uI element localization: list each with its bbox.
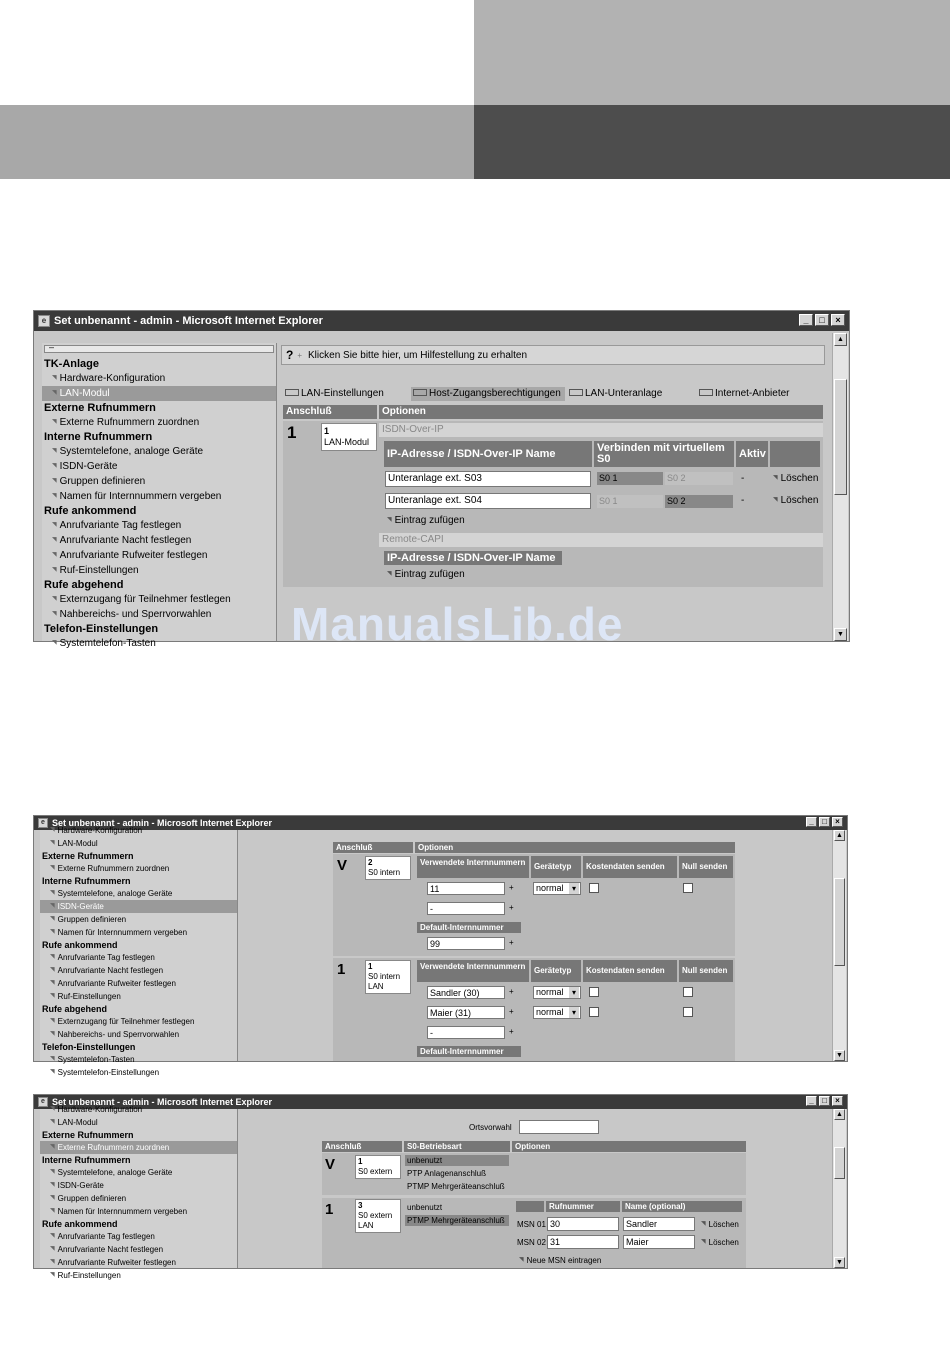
col-header-verwendete: Verwendete Internnummern xyxy=(417,856,529,878)
ie-icon: e xyxy=(38,1097,48,1107)
s0-2-option[interactable]: S0 2 xyxy=(665,495,733,508)
section-remote-capi: Remote-CAPI xyxy=(379,533,823,547)
msn-number-input[interactable]: 31 xyxy=(547,1235,619,1249)
s0-1-option[interactable]: S0 1 xyxy=(597,495,663,508)
sidebar-item[interactable]: ◥ Externzugang für Teilnehmer festlegen xyxy=(42,592,276,607)
delete-link[interactable]: ◥ Löschen xyxy=(701,1220,739,1229)
sidebar-item[interactable]: ◥ Gruppen definieren xyxy=(42,474,276,489)
sidebar-section-header: Rufe ankommend xyxy=(42,940,118,950)
sidebar-item[interactable]: ◥ Namen für Internnummern vergeben xyxy=(42,489,276,504)
sidebar-item[interactable]: ◥ Anrufvariante Tag festlegen xyxy=(40,951,237,964)
scroll-thumb[interactable] xyxy=(834,379,847,495)
aktiv-value: - xyxy=(741,473,745,484)
col-header-anschluss: Anschluß xyxy=(322,1141,402,1152)
table-icon xyxy=(285,389,299,396)
help-text[interactable]: Klicken Sie bitte hier, um Hilfestellung zu erhalten xyxy=(308,349,528,361)
ie-icon: e xyxy=(38,818,48,828)
sidebar-item[interactable]: ◥ LAN-Modul xyxy=(40,837,237,850)
sidebar-item[interactable]: ◥ Anrufvariante Rufweiter festlegen xyxy=(40,1256,237,1269)
sidebar-section-header: Rufe abgehend xyxy=(44,579,124,591)
internnummer-input[interactable]: Sandler (30) xyxy=(427,986,505,999)
sidebar-item[interactable]: ◥ Externe Rufnummern zuordnen xyxy=(40,862,237,875)
port-label-name: LAN-Modul xyxy=(324,437,370,447)
col-header-optionen: Optionen xyxy=(512,1141,746,1152)
default-internnummer-input[interactable]: 99 xyxy=(427,937,505,950)
close-button[interactable]: × xyxy=(831,314,845,326)
ie-icon: e xyxy=(38,315,50,327)
port-number: V xyxy=(325,1156,336,1173)
sidebar-item[interactable]: ◥ Hardware-Konfiguration xyxy=(40,1103,237,1116)
scroll-up-arrow[interactable]: ▲ xyxy=(834,830,845,841)
sidebar-item[interactable]: ◥ Nahbereichs- und Sperrvorwahlen xyxy=(42,607,276,622)
scroll-up-arrow[interactable]: ▲ xyxy=(834,333,847,346)
sidebar-item[interactable]: ◥ Ruf-Einstellungen xyxy=(42,563,276,578)
sidebar-item[interactable]: ◥ Anrufvariante Rufweiter festlegen xyxy=(42,548,276,563)
sidebar-nav xyxy=(42,342,277,649)
col-header-geraetetyp: Gerätetyp xyxy=(531,960,581,982)
sidebar-item[interactable]: ◥ Systemtelefone, analoge Geräte xyxy=(40,887,237,900)
sidebar-item[interactable]: ◥ Anrufvariante Tag festlegen xyxy=(42,518,276,533)
betriebsart-option[interactable]: PTP Anlagenanschluß xyxy=(407,1169,487,1178)
add-entry-link[interactable]: ◥ Eintrag zufügen xyxy=(387,515,465,526)
add-button[interactable]: + xyxy=(509,1007,514,1016)
minimize-button[interactable]: _ xyxy=(806,1096,817,1106)
maximize-button[interactable]: □ xyxy=(815,314,829,326)
sidebar-section-header: TK-Anlage xyxy=(44,358,99,370)
col-header-verwendete: Verwendete Internnummern xyxy=(417,960,529,982)
header-band-bottom-right xyxy=(474,105,950,179)
scrollbar[interactable] xyxy=(832,1109,846,1268)
col-header-default: Default-Internnummer xyxy=(417,922,521,933)
scroll-up-arrow[interactable]: ▲ xyxy=(834,1109,845,1120)
sidebar-item[interactable]: ◥ Gruppen definieren xyxy=(40,913,237,926)
sidebar-section-header: Externe Rufnummern xyxy=(42,1130,134,1140)
sidebar-item[interactable]: ◥ Systemtelefon-Tasten xyxy=(40,1053,237,1066)
add-button[interactable]: + xyxy=(509,1027,514,1036)
tab-host-zugang[interactable]: Host-Zugangsberechtigungen xyxy=(411,387,565,401)
col-header-betriebsart: S0-Betriebsart xyxy=(404,1141,510,1152)
msn-name-input[interactable]: Sandler xyxy=(623,1217,695,1231)
port-label-box: 1 S0 intern LAN xyxy=(365,960,411,994)
internnummer-input[interactable]: Maier (31) xyxy=(427,1006,505,1019)
port-number: 1 xyxy=(287,423,297,442)
browser-window-externe-rufnummern xyxy=(33,1094,848,1280)
ortsvorwahl-input[interactable] xyxy=(519,1120,599,1134)
msn-number-input[interactable]: 30 xyxy=(547,1217,619,1231)
window-title: Set unbenannt - admin - Microsoft Internet Explorer xyxy=(54,315,323,327)
sidebar-nav xyxy=(40,1105,238,1280)
sidebar-item[interactable]: ◥ Gruppen definieren xyxy=(40,1192,237,1205)
null-checkbox[interactable] xyxy=(683,883,693,893)
sidebar-item[interactable]: ◥ Nahbereichs- und Sperrvorwahlen xyxy=(40,1028,237,1041)
sidebar-item[interactable]: ◥ Ruf-Einstellungen xyxy=(40,990,237,1003)
sidebar-item[interactable]: ◥ Systemtelefone, analoge Geräte xyxy=(42,444,276,459)
aktiv-value: - xyxy=(741,495,745,506)
internnummer-input[interactable]: 11 xyxy=(427,882,505,895)
geraetetyp-select[interactable]: normal ▾ xyxy=(533,1006,581,1019)
sidebar-item[interactable]: ◥ Anrufvariante Tag festlegen xyxy=(40,1230,237,1243)
sidebar-item[interactable]: ◥ Systemtelefone, analoge Geräte xyxy=(40,1166,237,1179)
internnummer-input[interactable]: - xyxy=(427,902,505,915)
port-label-box: 2 S0 intern xyxy=(365,856,411,880)
sidebar-item[interactable]: ◥ ISDN-Geräte xyxy=(40,1179,237,1192)
add-button[interactable]: + xyxy=(509,903,514,912)
col-header-anschluss: Anschluß xyxy=(333,842,413,853)
scroll-thumb[interactable] xyxy=(834,878,845,966)
port-label-num: 1 xyxy=(324,426,330,436)
col-header-spacer xyxy=(770,441,820,467)
col-header-ip-capi: IP-Adresse / ISDN-Over-IP Name xyxy=(384,551,562,565)
table-icon xyxy=(699,389,713,396)
window-title: Set unbenannt - admin - Microsoft Internet Explorer xyxy=(52,1097,273,1107)
port-number: V xyxy=(337,857,348,874)
s0-1-option[interactable]: S0 1 xyxy=(597,472,663,485)
betriebsart-option[interactable]: unbenutzt xyxy=(407,1203,443,1212)
col-header-default: Default-Internnummer xyxy=(417,1046,521,1057)
ip-name-input[interactable]: Unteranlage ext. S04 xyxy=(385,493,591,509)
kosten-checkbox[interactable] xyxy=(589,1007,599,1017)
sidebar-section-header: Interne Rufnummern xyxy=(44,431,153,443)
s0-2-option[interactable]: S0 2 xyxy=(665,472,733,485)
sidebar-item[interactable]: ◥ Hardware-Konfiguration xyxy=(42,371,276,386)
null-checkbox[interactable] xyxy=(683,987,693,997)
header-band-bottom-left xyxy=(0,105,474,179)
geraetetyp-select[interactable]: normal ▾ xyxy=(533,882,581,895)
main-content xyxy=(239,830,831,1061)
col-header-optionen: Optionen xyxy=(379,405,823,419)
sidebar-item[interactable]: ◥ Externe Rufnummern zuordnen xyxy=(40,1141,237,1154)
new-msn-link[interactable]: ◥ Neue MSN eintragen xyxy=(519,1256,601,1265)
sidebar-item[interactable]: ◥ Anrufvariante Nacht festlegen xyxy=(40,964,237,977)
col-header-optionen: Optionen xyxy=(415,842,735,853)
msn-label: MSN 01 xyxy=(517,1220,546,1229)
ortsvorwahl-label: Ortsvorwahl xyxy=(469,1123,512,1132)
add-button[interactable]: + xyxy=(509,938,514,947)
sidebar-item[interactable]: ◥ LAN-Modul xyxy=(42,386,276,401)
sidebar-item[interactable]: ◥ Systemtelefon-Einstellungen xyxy=(40,1066,237,1079)
tab-bar xyxy=(283,387,823,401)
sidebar-item[interactable]: ◥ Ruf-Einstellungen xyxy=(40,1269,237,1282)
sidebar-item[interactable]: ◥ ISDN-Geräte xyxy=(40,900,237,913)
add-entry-link-capi[interactable]: ◥ Eintrag zufügen xyxy=(387,569,465,580)
minimize-button[interactable]: _ xyxy=(806,817,817,827)
sidebar-item[interactable]: ◥ Namen für Internnummern vergeben xyxy=(40,1205,237,1218)
sidebar-item[interactable]: ◥ LAN-Modul xyxy=(40,1116,237,1129)
col-header-rufnummer: Rufnummer xyxy=(546,1201,620,1212)
scroll-down-arrow[interactable]: ▼ xyxy=(834,628,847,641)
msn-name-input[interactable]: Maier xyxy=(623,1235,695,1249)
tab-lan-unteranlage[interactable]: LAN-Unteranlage xyxy=(567,387,695,401)
scroll-down-arrow[interactable]: ▼ xyxy=(834,1050,845,1061)
help-bar[interactable]: ? + Klicken Sie bitte hier, um Hilfestellung zu erhalten xyxy=(281,345,825,365)
sidebar-section-header: Telefon-Einstellungen xyxy=(44,623,159,635)
port-label-box: 3 S0 extern LAN xyxy=(355,1199,401,1233)
window-title: Set unbenannt - admin - Microsoft Internet Explorer xyxy=(52,818,273,828)
header-band-top-right xyxy=(474,0,950,105)
sidebar-item[interactable]: ◥ ISDN-Geräte xyxy=(42,459,276,474)
section-isdn-over-ip: ISDN-Over-IP xyxy=(379,423,823,437)
watermark: ManualsLib.de xyxy=(291,598,624,650)
scrollbar[interactable] xyxy=(832,333,848,641)
sidebar-section-header: Externe Rufnummern xyxy=(44,402,156,414)
col-header-spacer xyxy=(516,1201,544,1212)
col-header-verbinden: Verbinden mit virtuellem S0 xyxy=(594,441,734,467)
port-label-box xyxy=(321,423,377,451)
delete-link[interactable]: ◥ Löschen xyxy=(701,1238,739,1247)
tab-lan-einstellungen[interactable]: LAN-Einstellungen xyxy=(283,387,409,401)
col-header-null: Null senden xyxy=(679,960,733,982)
title-bar xyxy=(34,311,849,331)
sidebar-item[interactable]: ◥ Anrufvariante Rufweiter festlegen xyxy=(40,977,237,990)
sidebar-item[interactable]: ◥ Namen für Internnummern vergeben xyxy=(40,926,237,939)
col-header-kosten: Kostendaten senden xyxy=(583,856,677,878)
port-number: 1 xyxy=(337,961,346,978)
maximize-button[interactable]: □ xyxy=(819,1096,830,1106)
port-number: 1 xyxy=(325,1201,334,1218)
sidebar-item[interactable]: ◥ Hardware-Konfiguration xyxy=(40,824,237,837)
port-label-box: 1 S0 extern xyxy=(355,1155,401,1179)
main-content xyxy=(239,1109,831,1268)
sidebar-item[interactable]: ◥ Externe Rufnummern zuordnen xyxy=(42,415,276,430)
betriebsart-option[interactable]: PTMP Mehrgeräteanschluß xyxy=(407,1182,505,1191)
sidebar-item[interactable]: ◥ Systemtelefon-Tasten xyxy=(42,636,276,651)
help-icon[interactable]: ? xyxy=(286,348,294,362)
nav-collapse-bar[interactable]: – xyxy=(44,345,274,353)
scroll-down-arrow[interactable]: ▼ xyxy=(834,1257,845,1268)
col-header-kosten: Kostendaten senden xyxy=(583,960,677,982)
col-header-anschluss: Anschluß xyxy=(283,405,377,419)
col-header-null: Null senden xyxy=(679,856,733,878)
geraetetyp-select[interactable]: normal ▾ xyxy=(533,986,581,999)
sidebar-section-header: Externe Rufnummern xyxy=(42,851,134,861)
add-button[interactable]: + xyxy=(509,987,514,996)
kosten-checkbox[interactable] xyxy=(589,883,599,893)
sidebar-section-header: Rufe abgehend xyxy=(42,1004,108,1014)
col-header-geraetetyp: Gerätetyp xyxy=(531,856,581,878)
minimize-button[interactable]: _ xyxy=(799,314,813,326)
maximize-button[interactable]: □ xyxy=(819,817,830,827)
main-content xyxy=(281,341,829,650)
betriebsart-option[interactable]: unbenutzt xyxy=(405,1155,509,1166)
scroll-thumb[interactable] xyxy=(834,1147,845,1179)
kosten-checkbox[interactable] xyxy=(589,987,599,997)
sidebar-section-header: Interne Rufnummern xyxy=(42,1155,131,1165)
msn-label: MSN 02 xyxy=(517,1238,546,1247)
sidebar-nav xyxy=(40,826,238,1077)
sidebar-section-header: Rufe ankommend xyxy=(44,505,137,517)
scrollbar[interactable] xyxy=(832,830,846,1061)
sidebar-item[interactable]: ◥ Anrufvariante Nacht festlegen xyxy=(42,533,276,548)
table-icon xyxy=(413,389,427,396)
close-button[interactable]: × xyxy=(832,1096,843,1106)
col-header-aktiv: Aktiv xyxy=(736,441,768,467)
internnummer-input[interactable]: - xyxy=(427,1026,505,1039)
sidebar-item[interactable]: ◥ Externzugang für Teilnehmer festlegen xyxy=(40,1015,237,1028)
close-button[interactable]: × xyxy=(832,817,843,827)
delete-link[interactable]: ◥ Löschen xyxy=(773,473,818,484)
browser-window-isdn-geraete xyxy=(33,815,848,1077)
delete-link[interactable]: ◥ Löschen xyxy=(773,495,818,506)
col-header-name: Name (optional) xyxy=(622,1201,742,1212)
tab-internet-anbieter[interactable]: Internet-Anbieter xyxy=(697,387,823,401)
sidebar-item[interactable]: ◥ Anrufvariante Nacht festlegen xyxy=(40,1243,237,1256)
sidebar-section-header: Interne Rufnummern xyxy=(42,876,131,886)
browser-window-lan-modul xyxy=(33,310,850,650)
null-checkbox[interactable] xyxy=(683,1007,693,1017)
sidebar-section-header: Telefon-Einstellungen xyxy=(42,1042,136,1052)
add-button[interactable]: + xyxy=(509,883,514,892)
table-icon xyxy=(569,389,583,396)
betriebsart-option[interactable]: PTMP Mehrgeräteanschluß xyxy=(405,1215,509,1226)
ip-name-input[interactable]: Unteranlage ext. S03 xyxy=(385,471,591,487)
col-header-ip: IP-Adresse / ISDN-Over-IP Name xyxy=(384,441,592,467)
sidebar-section-header: Rufe ankommend xyxy=(42,1219,118,1229)
